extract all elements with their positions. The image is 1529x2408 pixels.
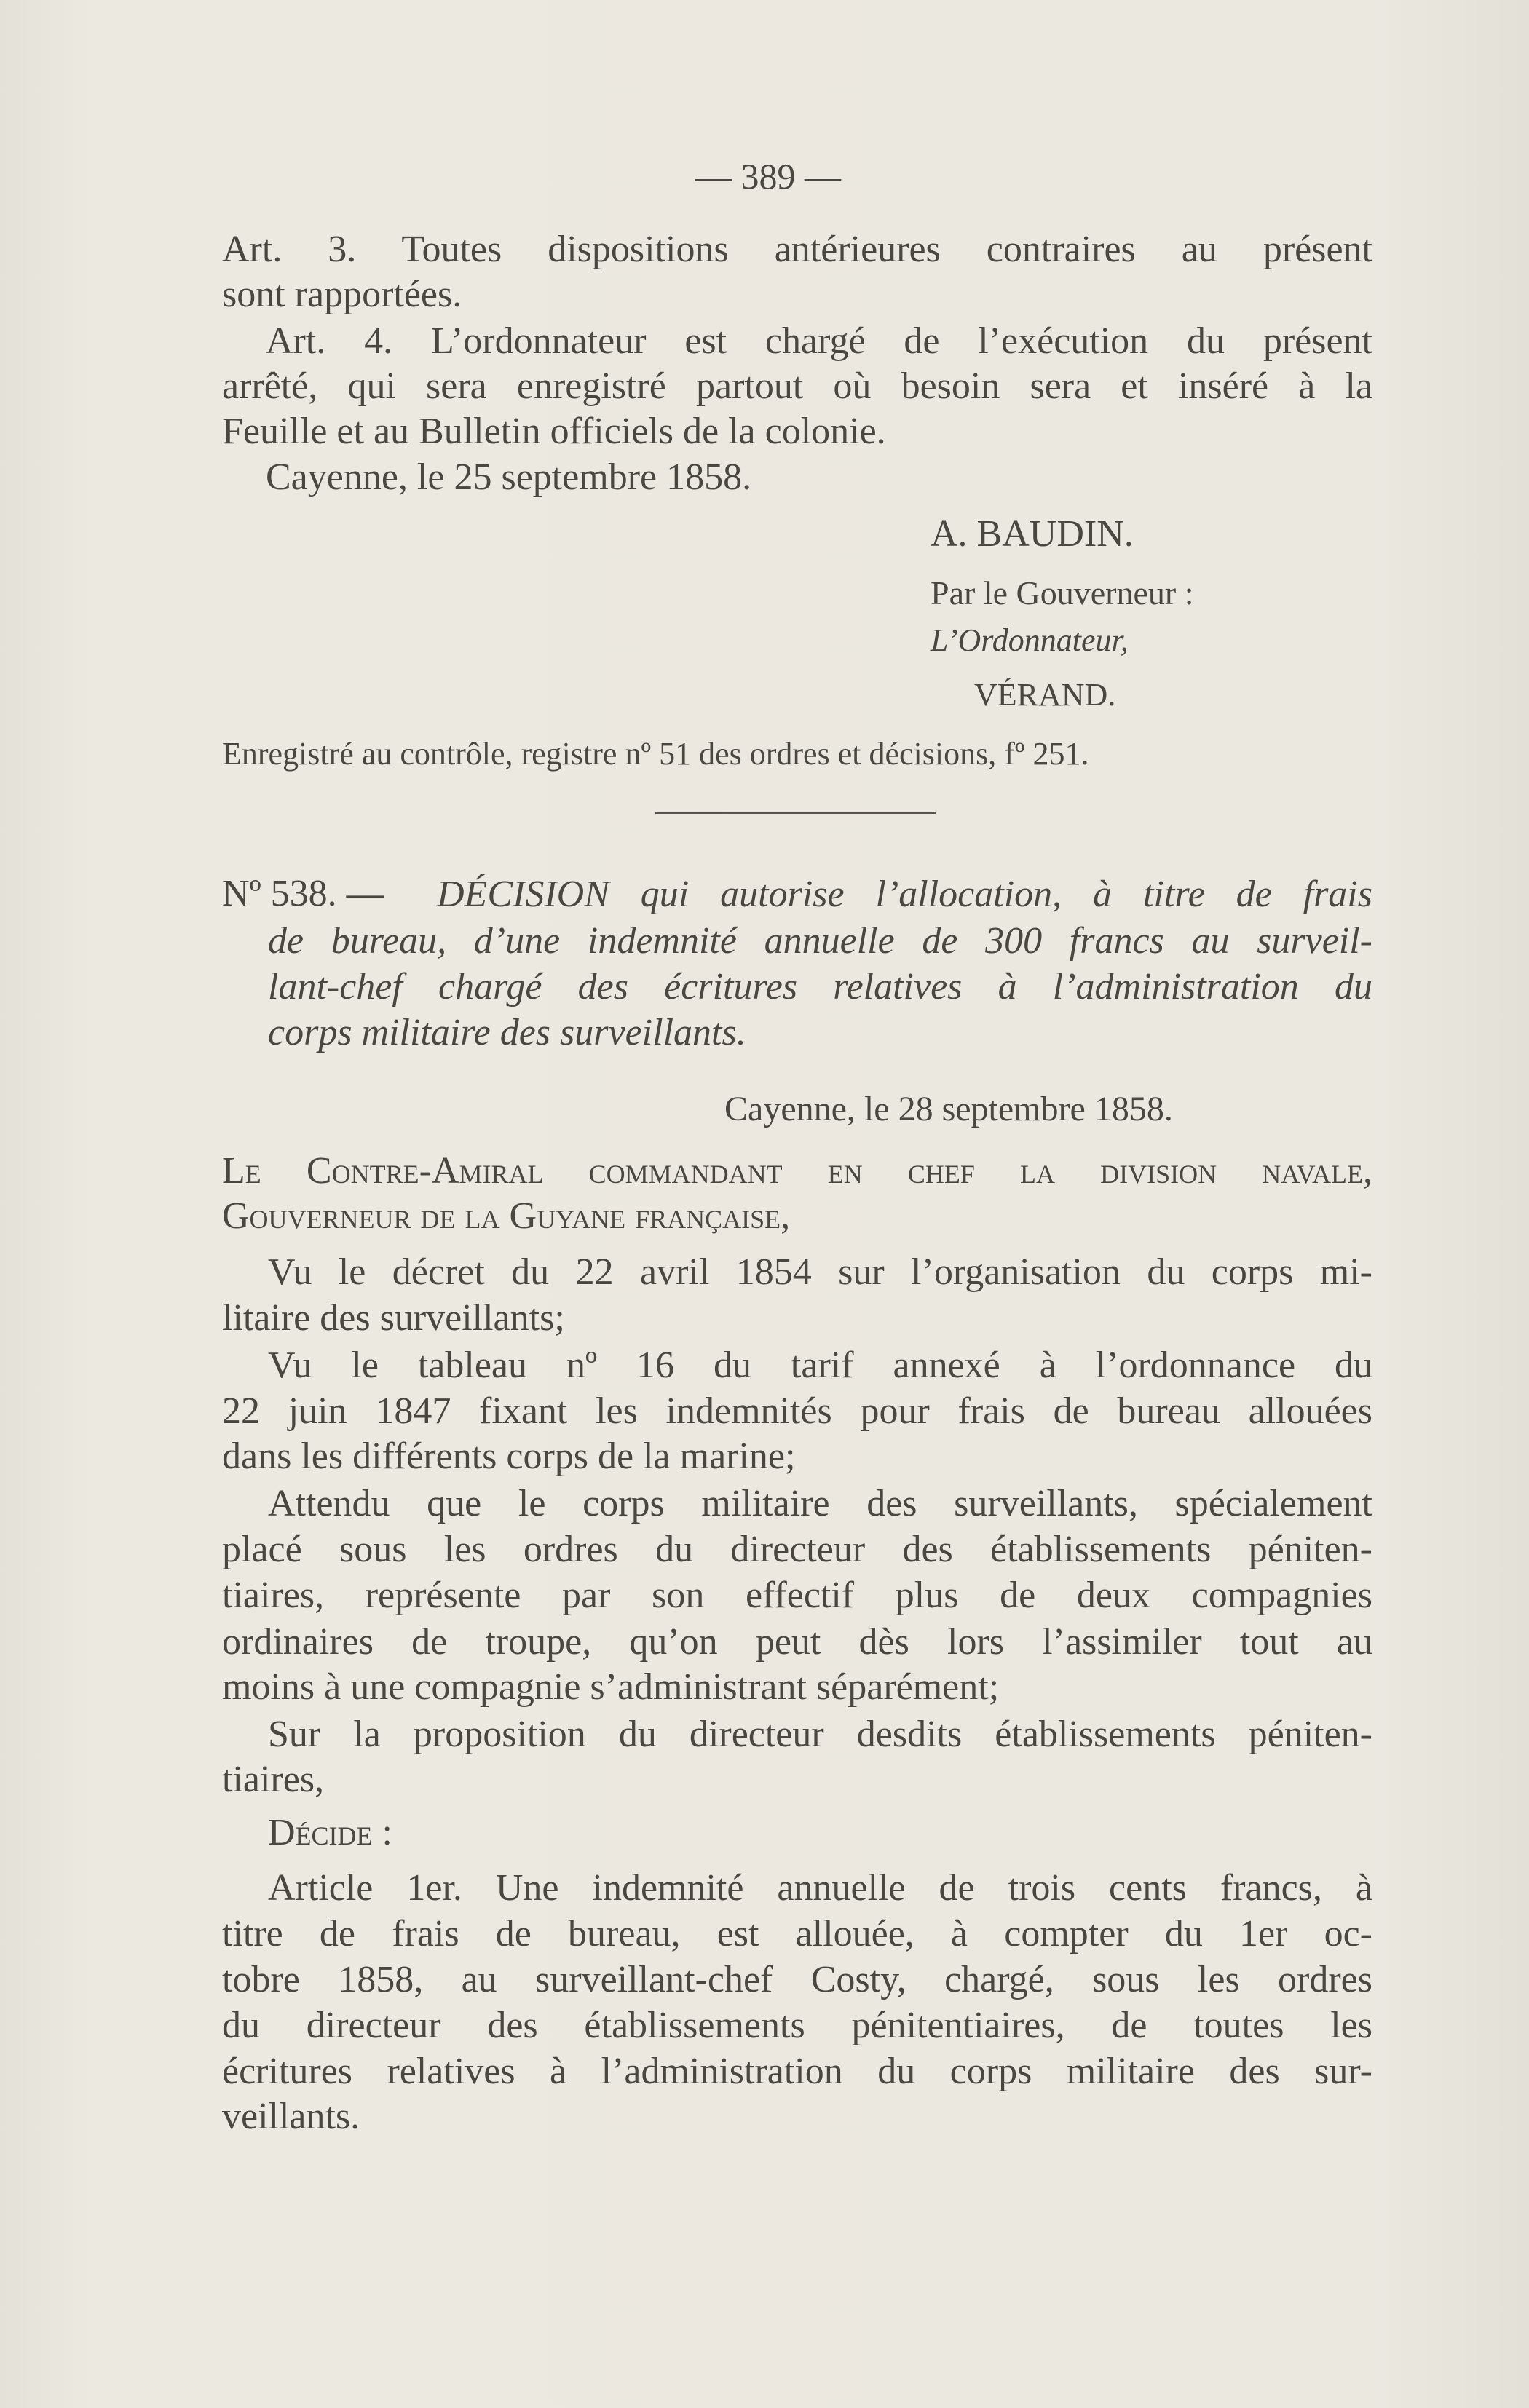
body-line-10: tiaires, représente par son effectif plus de deux compagnies bbox=[222, 1575, 1372, 1616]
body-line-2: Gouverneur de la Guyane française, bbox=[222, 1195, 791, 1237]
signature: A. BAUDIN. bbox=[931, 513, 1134, 555]
body-line-9: placé sous les ordres du directeur des établissements péniten- bbox=[222, 1529, 1372, 1570]
body-line-11: ordinaires de troupe, qu’on peut dès lors l’assimiler tout au bbox=[222, 1621, 1372, 1663]
art4-line-2: arrêté, qui sera enregistré partout où besoin sera et inséré à la bbox=[222, 365, 1372, 407]
separator-rule bbox=[655, 812, 936, 814]
art3-line-1: Art. 3. Toutes dispositions antérieures contraires au présent bbox=[222, 229, 1372, 270]
verand: VÉRAND. bbox=[974, 677, 1116, 713]
article-line-6: veillants. bbox=[222, 2096, 360, 2137]
decision-title-3: lant-chef chargé des écritures relatives à l’administration du bbox=[268, 966, 1372, 1007]
body-line-14: tiaires, bbox=[222, 1759, 325, 1800]
body-line-13: Sur la proposition du directeur desdits établissements péniten- bbox=[268, 1714, 1372, 1755]
page-number: — 389 — bbox=[695, 156, 841, 197]
article-line-2: titre de frais de bureau, est allouée, à compter du 1er oc- bbox=[222, 1913, 1372, 1954]
article-line-1: Article 1er. Une indemnité annuelle de trois cents francs, à bbox=[268, 1867, 1372, 1909]
body-line-3: Vu le décret du 22 avril 1854 sur l’organisation du corps mi- bbox=[268, 1251, 1372, 1293]
decision-title-4: corps militaire des surveillants. bbox=[268, 1012, 746, 1053]
decision-title-1: DÉCISION qui autorise l’allocation, à titre de frais bbox=[437, 874, 1372, 915]
article-line-3: tobre 1858, au surveillant-chef Costy, chargé, sous les ordres bbox=[222, 1959, 1372, 2000]
place-date: Cayenne, le 25 septembre 1858. bbox=[266, 456, 752, 498]
body-line-4: litaire des surveillants; bbox=[222, 1297, 565, 1339]
body-line-12: moins à une compagnie s’administrant séparément; bbox=[222, 1666, 1000, 1708]
body-line-7: dans les différents corps de la marine; bbox=[222, 1435, 796, 1477]
body-line-5: Vu le tableau nº 16 du tarif annexé à l’ordonnance du bbox=[268, 1344, 1372, 1386]
body-line-8: Attendu que le corps militaire des surveillants, spécialement bbox=[268, 1483, 1372, 1524]
enregistrement: Enregistré au contrôle, registre nº 51 des ordres et décisions, fº 251. bbox=[222, 736, 1089, 772]
decide-heading: Décide : bbox=[268, 1812, 392, 1853]
article-line-5: écritures relatives à l’administration du corps militaire des sur- bbox=[222, 2051, 1372, 2092]
body-line-1: Le Contre-Amiral commandant en chef la division navale, bbox=[222, 1150, 1372, 1192]
article-line-4: du directeur des établissements pénitentiaires, de toutes les bbox=[222, 2005, 1372, 2046]
body-line-6: 22 juin 1847 fixant les indemnités pour frais de bureau allouées bbox=[222, 1390, 1372, 1432]
decision-title-2: de bureau, d’une indemnité annuelle de 300 francs au surveil- bbox=[268, 920, 1372, 962]
art4-line-3: Feuille et au Bulletin officiels de la colonie. bbox=[222, 411, 886, 452]
art3-line-2: sont rapportées. bbox=[222, 274, 462, 315]
par-le-gouverneur: Par le Gouverneur : bbox=[931, 574, 1194, 611]
decision-number: Nº 538. — bbox=[222, 873, 384, 914]
ordonnateur: L’Ordonnateur, bbox=[931, 622, 1129, 658]
art4-line-1: Art. 4. L’ordonnateur est chargé de l’exécution du présent bbox=[266, 320, 1372, 362]
decision-dateline: Cayenne, le 28 septembre 1858. bbox=[724, 1090, 1173, 1128]
